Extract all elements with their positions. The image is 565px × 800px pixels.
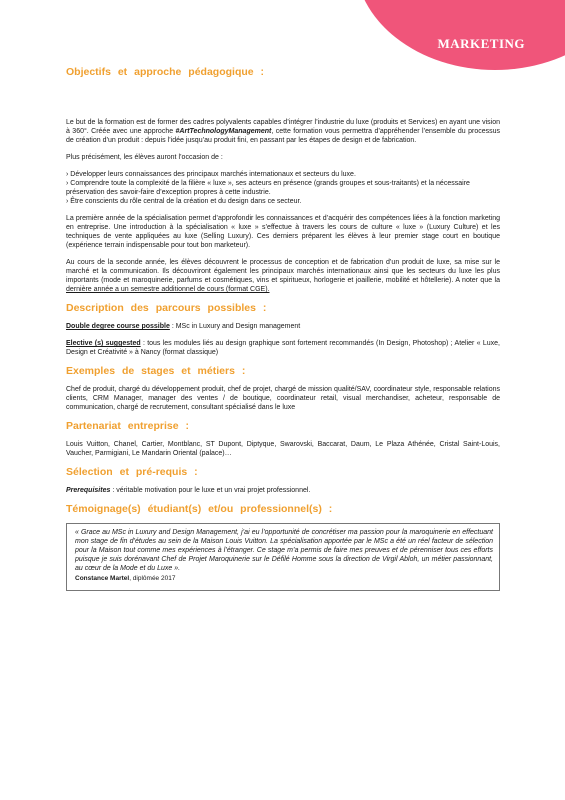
- objectifs-intro-1: Le but de la formation est de former des cadres polyvalents capables d’intégrer l’industrie du luxe (produits et Services) en ayant une vision à 360°. Créée avec une approche: [66, 119, 500, 135]
- hashtag: #ArtTechnologyManagement: [175, 128, 272, 135]
- parcours-heading: Description des parcours possibles :: [66, 302, 267, 314]
- testimonial-author: Constance Martel: [75, 575, 130, 582]
- testimonial-author-info: , diplômée 2017: [129, 575, 176, 582]
- document-body: [66, 66, 500, 591]
- objectifs-intro: [66, 118, 500, 145]
- testimonial-quote: « Grace au MSc in Luxury and Design Management, j’ai eu l’opportunité de concrétiser ma passion pour la maroquinerie en effectuant mon stage de fin d’études au sein de la Maison Louis Vuitton. La spécialisation apportée par le MSc a été un réel facteur de sélection pour la Maison tout comme mes expériences à l’étranger. Ce stage m’a permis de faire mes preuves et de pérenniser tous ces efforts puisque je suis dorénavant Chef de Projet Maroquinerie sur le Défilé Homme sous la direction de Virgil Abloh, un métier passionnant, au cœur de la Mode et du Luxe ».: [75, 529, 493, 572]
- list-item: › Être conscients du rôle central de la création et du design dans ce secteur.: [66, 197, 500, 206]
- second-year-paragraph: [66, 258, 500, 294]
- header-decoration: [355, 0, 565, 70]
- objectifs-intro-2: , cette formation vous permettra d’appréhender l’ensemble du processus de création d’un produit : depuis l’idée jusqu’au produit fini, en passant par les étapes de design et de fabrication.: [66, 128, 500, 144]
- stages-text: Chef de produit, chargé du développement produit, chef de projet, chargé de mission qualité/SAV, coordinateur style, responsable relations clients, CRM Manager, manager des ventes / de boutique, coordinateur retail, visual merchandiser, acheteur, responsable de communication, chargé de recrutement, consultant spécialisé dans le luxe: [66, 386, 500, 411]
- selection-heading: Sélection et pré-requis :: [66, 466, 198, 478]
- prerequisites-label: Prerequisites: [66, 487, 111, 494]
- partenariat-text: Louis Vuitton, Chanel, Cartier, Montblanc, ST Dupont, Diptyque, Swarovski, Baccarat, Daum, Le Plaza Athénée, Cristal Saint-Louis, Vaucher, Parmigiani, Le Mandarin Oriental (palace)…: [66, 441, 500, 457]
- objectifs-heading: Objectifs et approche pédagogique :: [66, 66, 265, 78]
- selection-text: [66, 486, 500, 495]
- double-degree: [66, 322, 500, 331]
- elective-label: Elective (s) suggested: [66, 340, 141, 347]
- second-year-text: Au cours de la seconde année, les élèves découvrent le processus de conception et de fabrication d’un produit de luxe, sa mise sur le marché et la communication. Ils découvriront également les principaux marchés internationaux ainsi que les secteurs du luxe les plus importants (mode et maroquinerie, parfums et cosmétiques, vins et spiritueux, horlogerie et joaillerie, mobilité et hôtellerie). A noter que la: [66, 259, 500, 284]
- page-title: MARKETING: [437, 36, 525, 51]
- stages-heading: Exemples de stages et métiers :: [66, 365, 246, 377]
- elective: [66, 339, 500, 357]
- testimonial-box: [66, 523, 500, 591]
- partenariat-heading: Partenariat entreprise :: [66, 420, 189, 432]
- double-degree-label: Double degree course possible: [66, 323, 170, 330]
- list-item: › Comprendre toute la complexité de la filière « luxe », ses acteurs en présence (grands groupes et sous-traitants) et la nécessaire préservation des savoir-faire d’exception propres à cette industrie.: [66, 179, 500, 197]
- testimonial-signature: [75, 575, 493, 582]
- double-degree-value: : MSc in Luxury and Design management: [171, 323, 301, 330]
- temoignage-heading: Témoignage(s) étudiant(s) et/ou professionnel(s) :: [66, 503, 333, 515]
- second-year-text-end: dernière année a un semestre additionnel de cours (format CGE).: [66, 286, 270, 293]
- objectifs-list: [66, 170, 500, 206]
- prerequisites-value: : véritable motivation pour le luxe et un vrai projet professionnel.: [112, 487, 311, 494]
- elective-value: : tous les modules liés au design graphique sont fortement recommandés (In Design, Photoshop) ; Atelier « Luxe, Design et Créativité » à Nancy (format classique): [66, 340, 500, 356]
- first-year-paragraph: La première année de la spécialisation permet d’approfondir les connaissances et d’acquérir des compétences liées à la fonction marketing en entreprise. Une introduction à la spécialisation « luxe » s’effectue à travers les cours de culture « luxe » (Luxury Culture) et les techniques de vente appliquées au luxe (Selling Luxury). Ces derniers préparent les élèves à leur premier stage court en boutique (expérience terrain indispensable pour tout bon marketeur).: [66, 215, 500, 249]
- list-item: › Développer leurs connaissances des principaux marchés internationaux et secteurs du luxe.: [66, 170, 500, 179]
- occasion-text: Plus précisément, les élèves auront l’occasion de :: [66, 154, 223, 161]
